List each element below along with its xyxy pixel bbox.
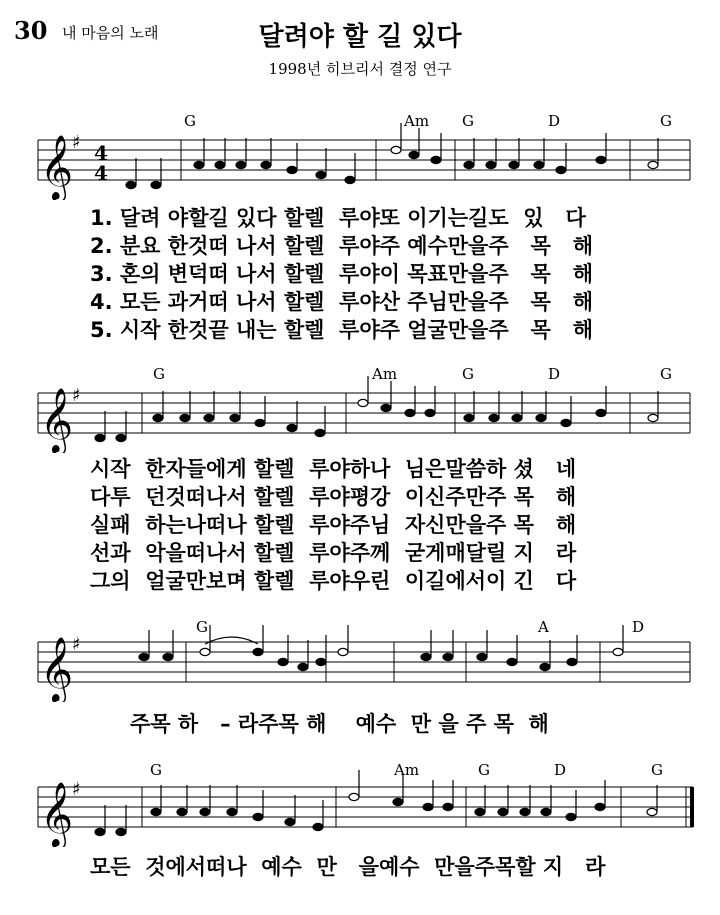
sharp-icon: ♯ bbox=[72, 385, 81, 406]
sharp-icon: ♯ bbox=[72, 779, 81, 800]
chord-symbol: G bbox=[184, 112, 196, 130]
page-subtitle: 1998년 히브리서 결정 연구 bbox=[268, 60, 452, 78]
chord-symbol: D bbox=[548, 112, 561, 130]
sharp-icon: ♯ bbox=[72, 634, 81, 655]
chord-symbol: G bbox=[150, 761, 162, 779]
chord-symbol: Am bbox=[394, 761, 420, 779]
system-4 bbox=[0, 757, 720, 897]
chord-symbol: D bbox=[632, 618, 645, 636]
chord-symbol: A bbox=[538, 618, 549, 636]
chord-symbol: D bbox=[554, 761, 567, 779]
lyric-line: 3. 혼의 변덕떠 나서 할렐 루야이 목표만을주 목 해 bbox=[90, 262, 594, 286]
chord-symbol: Am bbox=[404, 112, 430, 130]
staff-system-4 bbox=[0, 757, 720, 847]
chord-symbol: G bbox=[196, 618, 208, 636]
svg-text:4: 4 bbox=[94, 161, 108, 185]
staff-system-1 bbox=[0, 110, 720, 200]
final-barline bbox=[690, 787, 694, 827]
lyric-line: 2. 분요 한것떠 나서 할렐 루야주 예수만을주 목 해 bbox=[90, 234, 594, 258]
lyric-line: 다투 던것떠나서 할렐 루야평강 이신주만주 목 해 bbox=[90, 485, 577, 509]
system-1 bbox=[0, 110, 720, 350]
chord-symbol: Am bbox=[372, 365, 398, 383]
time-signature: 4 bbox=[94, 141, 108, 165]
chord-symbol: G bbox=[651, 761, 663, 779]
lyric-line: 주목 하 – 라주목 해 예수 만 을 주 목 해 bbox=[130, 712, 549, 736]
lyric-line: 5. 시작 한것끝 내는 할렐 루야주 얼굴만을주 목 해 bbox=[90, 318, 594, 342]
chord-symbol: G bbox=[660, 112, 672, 130]
chord-symbol: G bbox=[462, 365, 474, 383]
staff-system-2 bbox=[0, 363, 720, 453]
lyric-line: 선과 악을떠나서 할렐 루야주께 굳게매달릴 지 라 bbox=[90, 541, 577, 565]
lyric-line: 1. 달려 야할길 있다 할렐 루야또 이기는길도 있 다 bbox=[90, 206, 586, 230]
lyric-line: 그의 얼굴만보며 할렐 루야우린 이길에서이 긴 다 bbox=[90, 569, 577, 593]
lyric-line: 4. 모든 과거떠 나서 할렐 루야산 주님만을주 목 해 bbox=[90, 290, 594, 314]
hymn-number: 30 bbox=[14, 16, 48, 45]
lyric-line: 모든 것에서떠나 예수 만 을예수 만을주목할 지 라 bbox=[90, 855, 606, 879]
chord-symbol: G bbox=[153, 365, 165, 383]
system-2 bbox=[0, 363, 720, 603]
page-title: 달려야 할 길 있다 bbox=[258, 22, 462, 52]
lyric-line: 시작 한자들에게 할렐 루야하나 님은말씀하 셨 네 bbox=[90, 457, 577, 481]
treble-clef-icon: 𝄞 bbox=[40, 637, 74, 702]
treble-clef-icon: 𝄞 bbox=[40, 782, 74, 847]
lyric-line: 실패 하는나떠나 할렐 루야주님 자신만을주 목 해 bbox=[90, 513, 577, 537]
treble-clef-icon: 𝄞 bbox=[40, 135, 74, 200]
chord-symbol: G bbox=[478, 761, 490, 779]
treble-clef-icon: 𝄞 bbox=[40, 388, 74, 453]
staff-system-3 bbox=[0, 612, 720, 702]
chord-symbol: G bbox=[462, 112, 474, 130]
system-3 bbox=[0, 612, 720, 742]
book-name: 내 마음의 노래 bbox=[62, 24, 159, 42]
sharp-icon: ♯ bbox=[72, 132, 81, 153]
chord-symbol: D bbox=[548, 365, 561, 383]
chord-symbol: G bbox=[660, 365, 672, 383]
